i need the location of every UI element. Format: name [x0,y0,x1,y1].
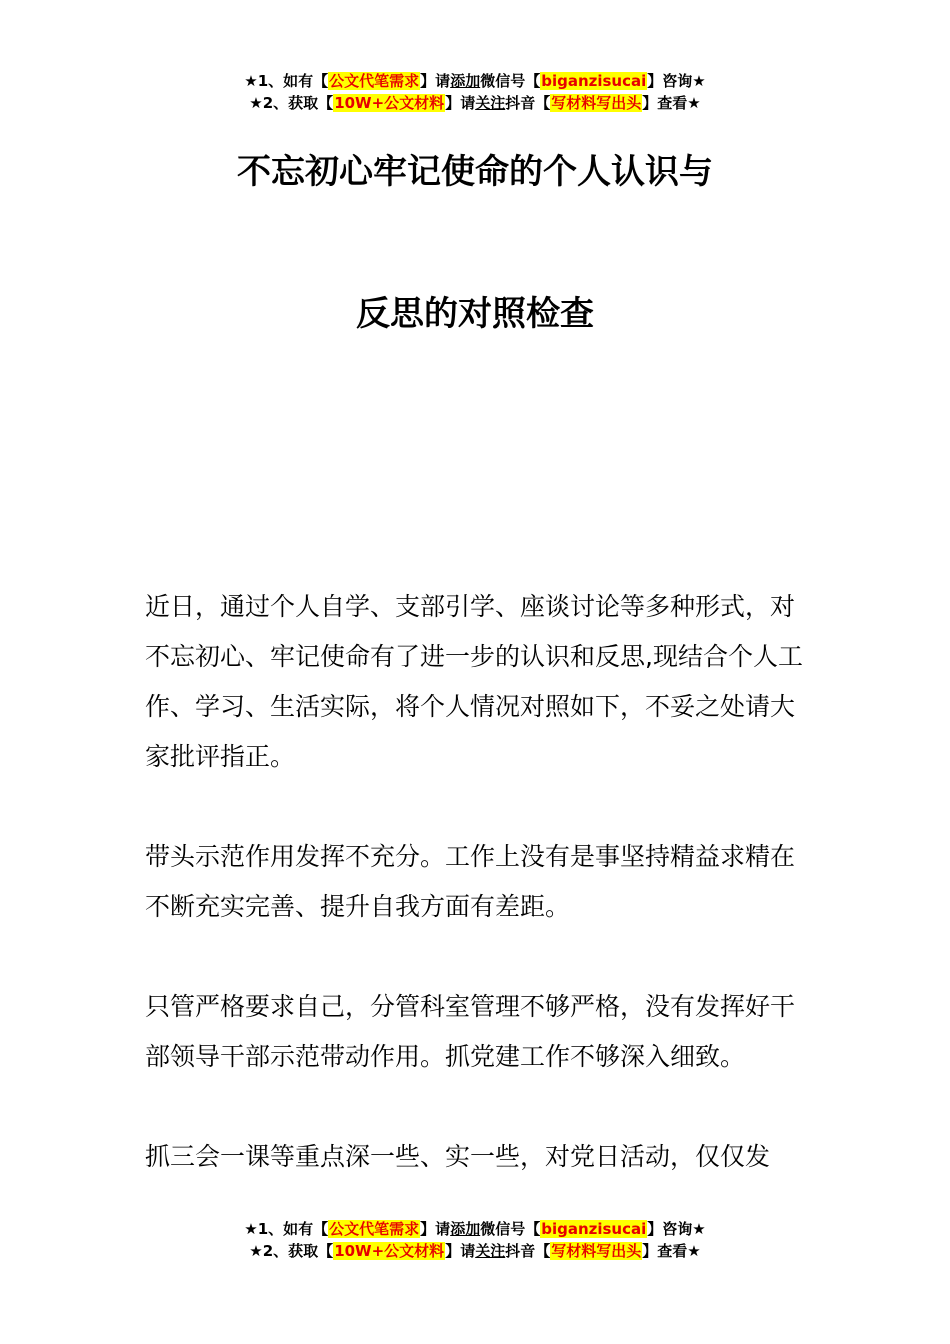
banner-text: 】咨询★ [647,1220,706,1238]
banner-highlight: biganzisucai [541,1220,647,1238]
banner-underlined-text: 添加 [450,1220,481,1238]
banner-text: 】请 [445,94,476,112]
banner-highlight: 写材料写出头 [551,94,642,112]
banner-text: 】请 [420,1220,451,1238]
banner-text: ★1、如有【 [244,1220,329,1238]
banner-underlined-text: 关注 [475,1242,506,1260]
paragraph: 近日，通过个人自学、支部引学、座谈讨论等多种形式，对不忘初心、牢记使命有了进一步的认识和反思,现结合个人工作、学习、生活实际，将个人情况对照如下，不妥之处请大家批评指正。 [145,592,803,771]
bottom-banner [0,1218,950,1262]
banner-text: 抖音【 [505,1242,551,1260]
banner-underlined-text: 添加 [450,72,481,90]
document-title-line-2: 反思的对照检查 [356,294,594,334]
banner-highlight: 公文代笔需求 [329,72,420,90]
banner-text: 微信号【 [480,1220,541,1238]
document-body [145,582,815,1232]
banner-text: 】咨询★ [647,72,706,90]
banner-highlight: 10W+公文材料 [334,1242,445,1260]
banner-highlight: 公文代笔需求 [329,1220,420,1238]
banner-line-1 [0,1218,950,1240]
banner-line-2 [0,92,950,114]
banner-underlined-text: 关注 [475,94,506,112]
banner-text: 微信号【 [480,72,541,90]
banner-highlight: biganzisucai [541,72,647,90]
banner-text: ★2、获取【 [249,1242,334,1260]
banner-text: 】查看★ [642,94,701,112]
banner-highlight: 写材料写出头 [551,1242,642,1260]
paragraph: 抓三会一课等重点深一些、实一些，对党日活动，仅仅发 [145,1142,771,1171]
banner-highlight: 10W+公文材料 [334,94,445,112]
document-title-line-1: 不忘初心牢记使命的个人认识与 [237,152,713,192]
paragraph: 只管严格要求自己，分管科室管理不够严格，没有发挥好干部领导干部示范带动作用。抓党建工作不够深入细致。 [145,992,796,1071]
banner-line-2 [0,1240,950,1262]
banner-text: ★2、获取【 [249,94,334,112]
banner-text: 】查看★ [642,1242,701,1260]
banner-line-1 [0,70,950,92]
banner-text: ★1、如有【 [244,72,329,90]
banner-text: 】请 [445,1242,476,1260]
banner-text: 】请 [420,72,451,90]
banner-text: 抖音【 [505,94,551,112]
top-banner [0,70,950,114]
paragraph: 带头示范作用发挥不充分。工作上没有是事坚持精益求精在不断充实完善、提升自我方面有差距。 [145,842,796,921]
